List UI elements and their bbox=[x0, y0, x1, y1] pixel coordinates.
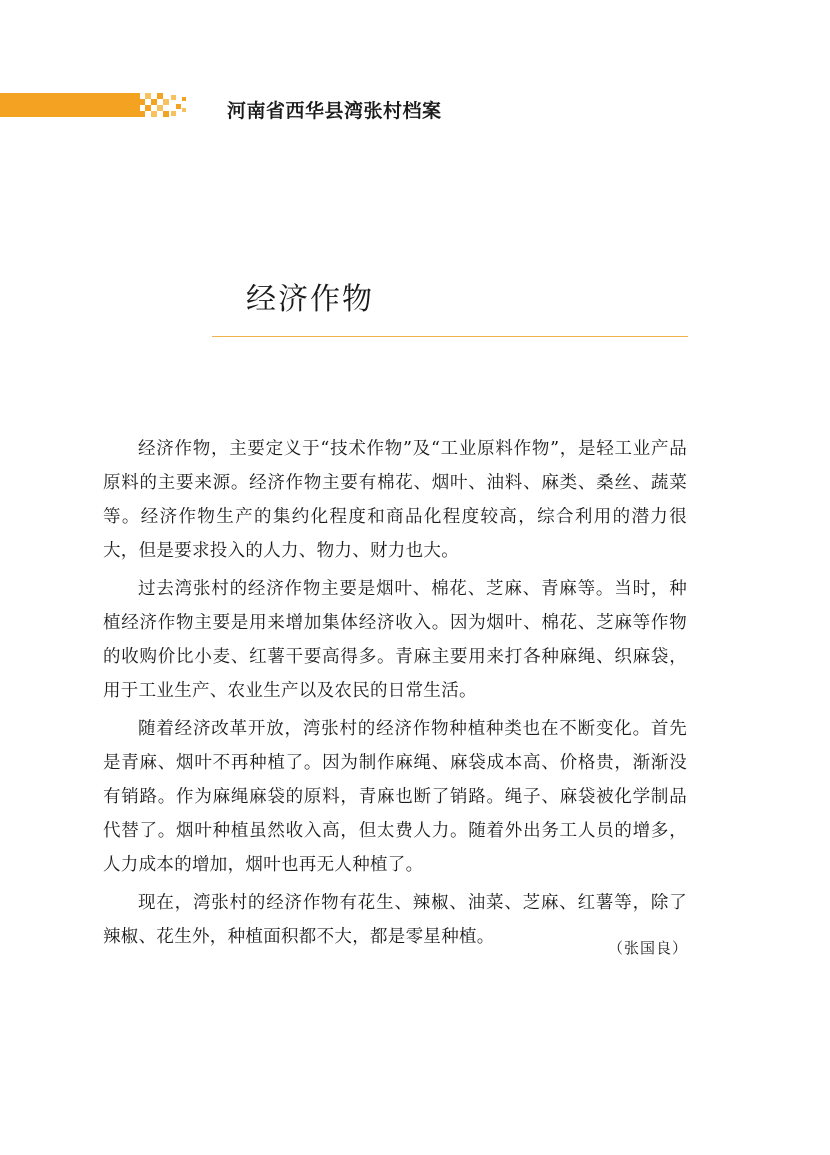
book-title: 河南省西华县湾张村档案 bbox=[227, 100, 442, 122]
mosaic-decoration-icon bbox=[133, 91, 189, 119]
paragraph: 现在，湾张村的经济作物有花生、辣椒、油菜、芝麻、红薯等，除了辣椒、花生外，种植面积都不大，都是零星种植。 bbox=[103, 893, 687, 947]
title-divider bbox=[212, 336, 688, 337]
author-attribution: （张国良） bbox=[608, 939, 689, 957]
paragraph: 随着经济改革开放，湾张村的经济作物种植种类也在不断变化。首先是青麻、烟叶不再种植了。因为制作麻绳、麻袋成本高、价格贵，渐渐没有销路。作为麻绳麻袋的原料，青麻也断了销路。绳子、麻袋被化学制品代替了。烟叶种植虽然收入高，但太费人力。随着外出务工人员的增多，人力成本的增加，烟叶也再无人种植了。 bbox=[103, 719, 687, 875]
paragraph: 过去湾张村的经济作物主要是烟叶、棉花、芝麻、青麻等。当时，种植经济作物主要是用来增加集体经济收入。因为烟叶、棉花、芝麻等作物的收购价比小麦、红薯干要高得多。青麻主要用来打各种麻绳、织麻袋，用于工业生产、农业生产以及农民的日常生活。 bbox=[103, 579, 687, 701]
header-accent-band bbox=[0, 93, 140, 117]
paragraph: 经济作物，主要定义于“技术作物”及“工业原料作物”，是轻工业产品原料的主要来源。经济作物主要有棉花、烟叶、油料、麻类、桑丝、蔬菜等。经济作物生产的集约化程度和商品化程度较高，综合利用的潜力很大，但是要求投入的人力、物力、财力也大。 bbox=[103, 439, 687, 561]
body-text bbox=[103, 432, 687, 958]
chapter-title: 经济作物 bbox=[246, 282, 374, 317]
